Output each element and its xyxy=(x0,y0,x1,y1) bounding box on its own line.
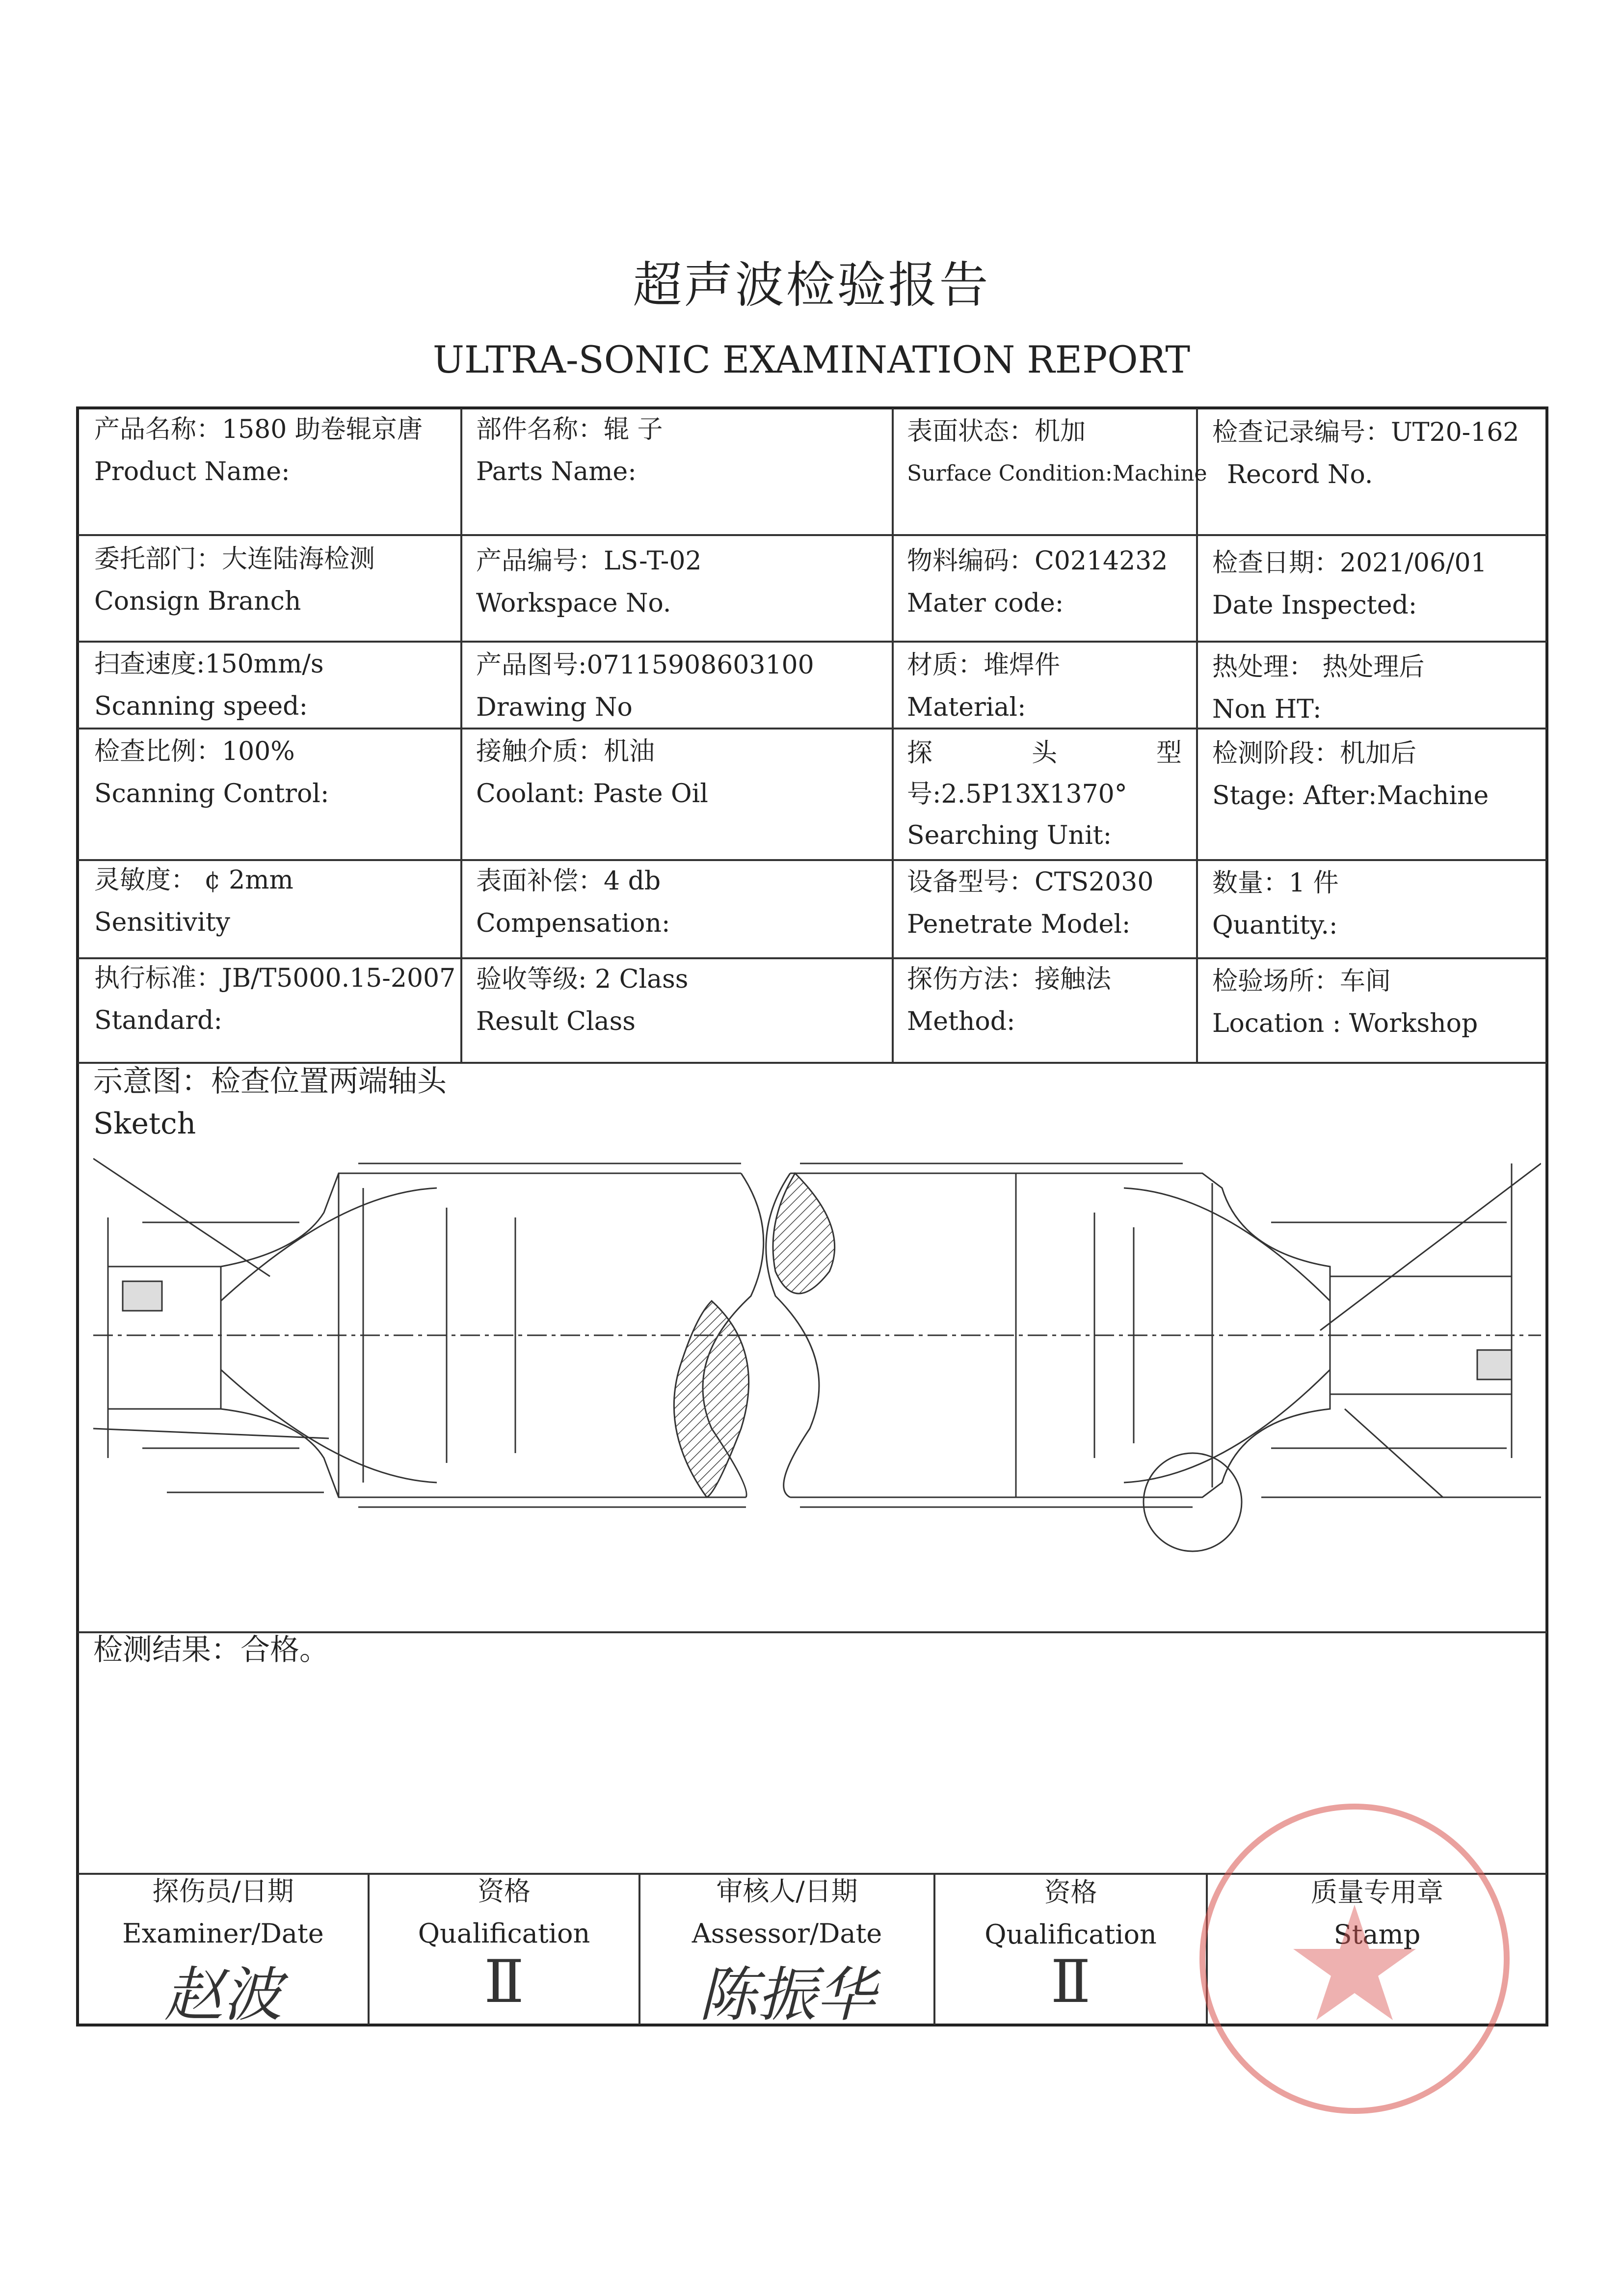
row-line xyxy=(78,859,1547,861)
scanning-speed-cell: 扫查速度:150mm/s Scanning speed: xyxy=(94,649,324,721)
product-name-cell: 产品名称：1580 助卷辊京唐 Product Name: xyxy=(94,415,423,486)
roll-sketch-drawing xyxy=(93,1154,1541,1561)
date-inspected-cell: 检查日期：2021/06/01 Date Inspected: xyxy=(1212,548,1487,620)
parts-name-cell: 部件名称：辊 子 Parts Name: xyxy=(476,415,663,486)
method-cell: 探伤方法：接触法 Method: xyxy=(907,965,1112,1036)
col-line xyxy=(460,408,462,1063)
heat-treatment-cell: 热处理： 热处理后 Non HT: xyxy=(1212,652,1425,724)
result-label: 检测结果：合格。 xyxy=(93,1633,329,1667)
stage-cell: 检测阶段：机加后 Stage: After:Machine xyxy=(1212,739,1489,810)
surface-condition-cell: 表面状态：机加 Surface Condition:Machine xyxy=(907,417,1207,486)
examiner-header: 探伤员/日期 Examiner/Date xyxy=(122,1876,324,1949)
col-line xyxy=(892,408,894,1063)
workspace-no-cell: 产品编号：LS-T-02 Workspace No. xyxy=(476,546,702,618)
searching-unit-cell: 探 头 型 号:2.5P13X1370° Searching Unit: xyxy=(907,738,1182,850)
qualification-value-2: Ⅱ xyxy=(1050,1948,1091,2016)
col-line xyxy=(1196,408,1198,1063)
sensitivity-cell: 灵敏度： ¢ 2mm Sensitivity xyxy=(94,865,293,937)
examiner-signature: 赵波 xyxy=(164,1961,282,2029)
quantity-cell: 数量：1 件 Quantity.: xyxy=(1212,868,1339,940)
drawing-no-cell: 产品图号:07115908603100 Drawing No xyxy=(476,650,814,722)
qualification-header-1: 资格 Qualification xyxy=(418,1876,590,1949)
mater-code-cell: 物料编码：C0214232 Mater code: xyxy=(907,546,1168,618)
scanning-control-cell: 检查比例：100% Scanning Control: xyxy=(94,737,329,809)
compensation-cell: 表面补偿：4 db Compensation: xyxy=(476,866,670,938)
location-cell: 检验场所：车间 Location : Workshop xyxy=(1212,967,1478,1038)
coolant-cell: 接触介质：机油 Coolant: Paste Oil xyxy=(476,737,708,809)
stamp-header: 质量专用章 Stamp xyxy=(1311,1877,1443,1950)
material-cell: 材质：堆焊件 Material: xyxy=(907,650,1061,722)
report-title-cn: 超声波检验报告 xyxy=(633,256,990,314)
row-line xyxy=(78,641,1547,643)
company-seal-icon xyxy=(1188,1792,1521,2126)
standard-cell: 执行标准：JB/T5000.15-2007 Standard: xyxy=(94,964,456,1035)
assessor-signature: 陈振华 xyxy=(698,1961,876,2029)
assessor-header: 审核人/日期 Assessor/Date xyxy=(692,1876,882,1949)
consign-branch-cell: 委托部门：大连陆海检测 Consign Branch xyxy=(94,544,375,616)
qualification-value-1: Ⅱ xyxy=(484,1948,524,2016)
record-no-cell: 检查记录编号：UT20-162 Record No. xyxy=(1212,418,1519,489)
penetrate-model-cell: 设备型号：CTS2030 Penetrate Model: xyxy=(907,867,1154,939)
sketch-label: 示意图：检查位置两端轴头 Sketch xyxy=(93,1064,447,1141)
report-title-en: ULTRA-SONIC EXAMINATION REPORT xyxy=(432,338,1191,381)
result-class-cell: 验收等级: 2 Class Result Class xyxy=(476,965,689,1036)
row-line xyxy=(78,534,1547,536)
qualification-header-2: 资格 Qualification xyxy=(984,1877,1157,1950)
